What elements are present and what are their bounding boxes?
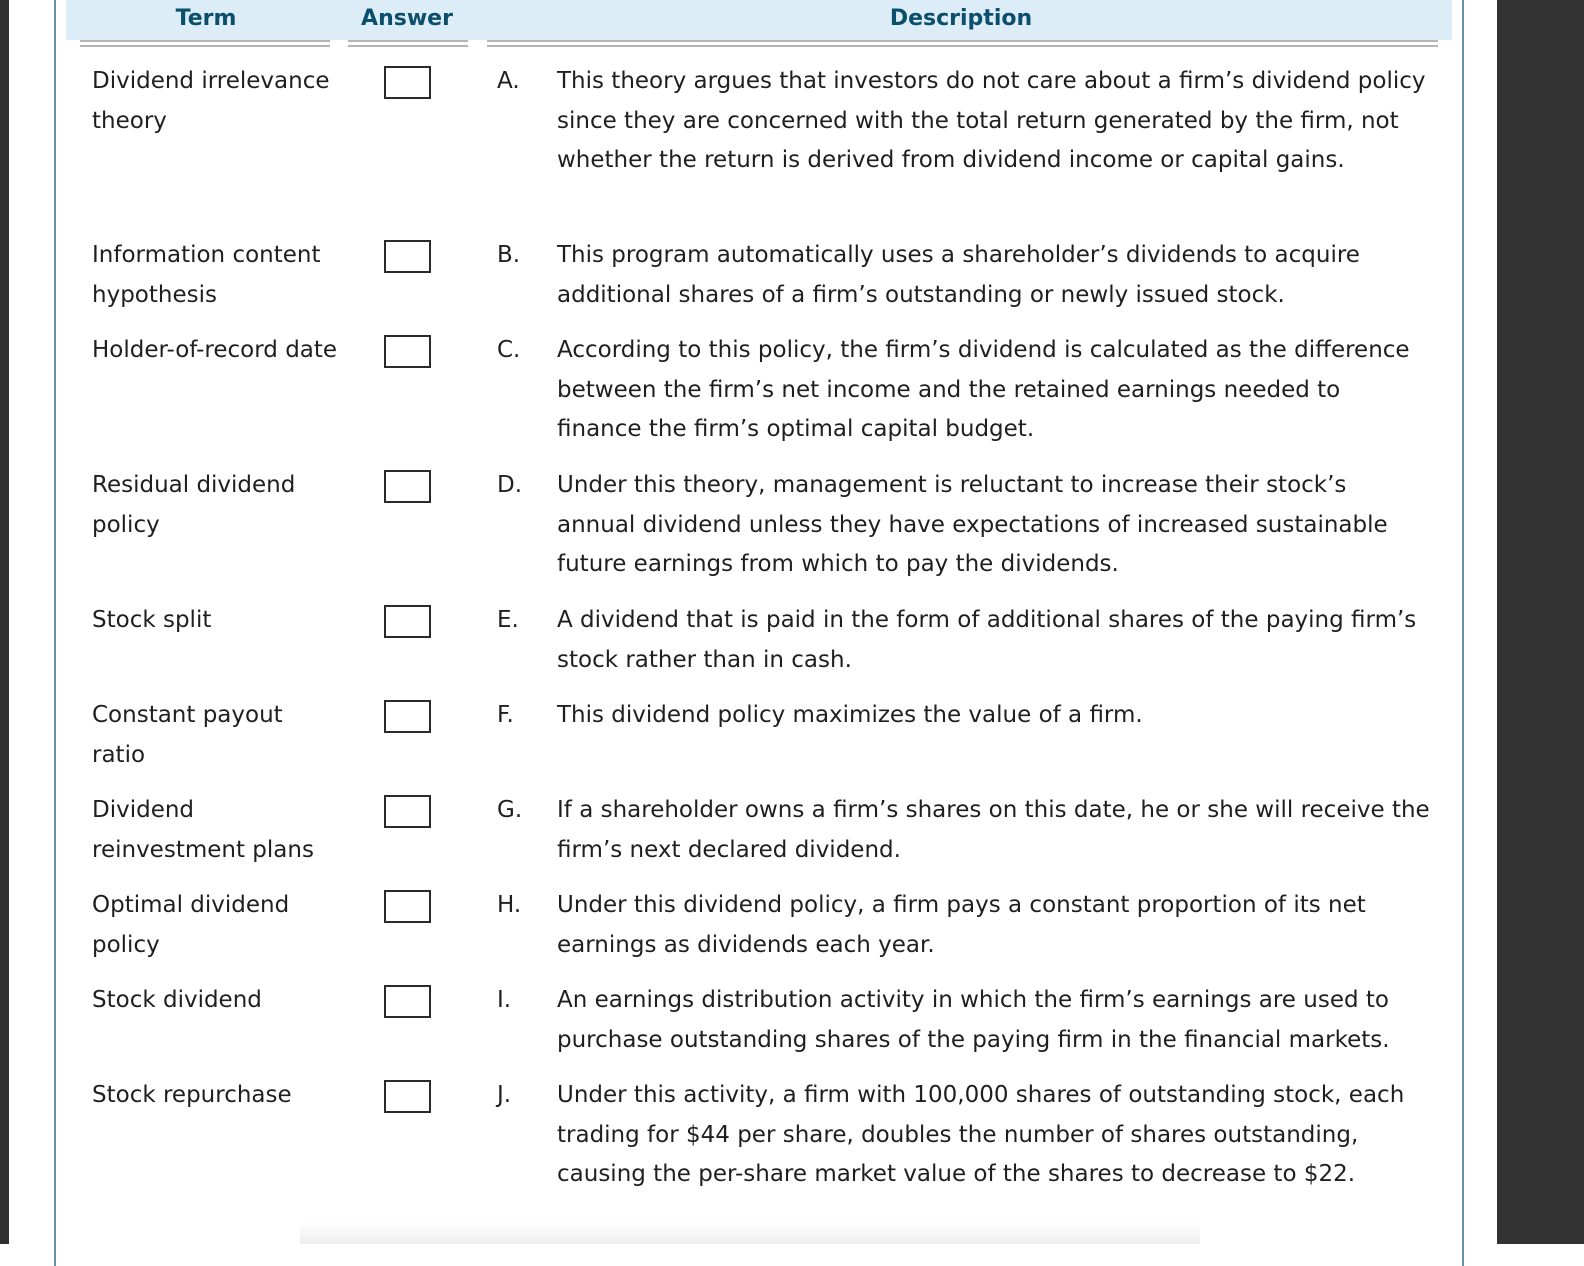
description-text: If a shareholder owns a firm’s shares on this date, he or she will receive the firm’s next declared dividend. — [557, 797, 1430, 863]
description-letter: F. — [497, 702, 514, 728]
table-row — [0, 331, 1584, 466]
answer-input-box[interactable] — [384, 890, 431, 923]
header-description: Description — [889, 6, 1033, 31]
description-text: Under this theory, management is reluctant to increase their stock’s annual dividend unless they have expectations of increased sustainable future earnings from which to pay the dividends. — [557, 472, 1388, 578]
answer-input-box[interactable] — [384, 470, 431, 503]
description-letter: I. — [497, 987, 512, 1013]
description-text: This dividend policy maximizes the value of a firm. — [557, 702, 1143, 728]
term-label: Holder-of-record date — [92, 337, 338, 363]
description-text: A dividend that is paid in the form of additional shares of the paying firm’s stock rather than in cash. — [557, 607, 1417, 673]
answer-input-box[interactable] — [384, 795, 431, 828]
description-letter: D. — [497, 472, 523, 498]
description-letter: B. — [497, 242, 521, 268]
header-answer: Answer — [361, 6, 453, 31]
term-label: Optimal dividend policy — [92, 892, 290, 958]
scroll-shadow — [300, 1222, 1200, 1244]
term-label: Constant payout ratio — [92, 702, 283, 768]
answer-input-box[interactable] — [384, 240, 431, 273]
description-text: According to this policy, the firm’s dividend is calculated as the difference between the firm’s net income and the retained earnings needed to finance the firm’s optimal capital budget. — [557, 337, 1410, 443]
table-row — [0, 696, 1584, 791]
header-divider-description — [487, 40, 1438, 47]
answer-input-box[interactable] — [384, 700, 431, 733]
term-label: Stock dividend — [92, 987, 262, 1013]
answer-input-box[interactable] — [384, 335, 431, 368]
description-letter: E. — [497, 607, 519, 633]
term-label: Information content hypothesis — [92, 242, 321, 308]
table-body — [0, 62, 1584, 1250]
table-row — [0, 62, 1584, 236]
header-divider-term — [80, 40, 330, 47]
header-term: Term — [175, 6, 237, 31]
description-letter: H. — [497, 892, 522, 918]
description-text: This program automatically uses a shareholder’s dividends to acquire additional shares of a firm’s outstanding or newly issued stock. — [557, 242, 1360, 308]
description-letter: G. — [497, 797, 523, 823]
description-text: Under this dividend policy, a firm pays a constant proportion of its net earnings as dividends each year. — [557, 892, 1366, 958]
description-letter: C. — [497, 337, 521, 363]
description-text: An earnings distribution activity in which the firm’s earnings are used to purchase outstanding shares of the paying firm in the financial markets. — [557, 987, 1390, 1053]
term-label: Stock split — [92, 607, 212, 633]
description-letter: A. — [497, 68, 520, 94]
table-row — [0, 886, 1584, 981]
table-row — [0, 236, 1584, 331]
answer-input-box[interactable] — [384, 605, 431, 638]
header-divider-answer — [348, 40, 468, 47]
table-row — [0, 466, 1584, 601]
term-label: Dividend irrelevance theory — [92, 68, 330, 134]
term-label: Dividend reinvestment plans — [92, 797, 314, 863]
term-label: Residual dividend policy — [92, 472, 296, 538]
answer-input-box[interactable] — [384, 66, 431, 99]
table-row — [0, 981, 1584, 1076]
answer-input-box[interactable] — [384, 1080, 431, 1113]
table-row — [0, 601, 1584, 696]
description-text: Under this activity, a firm with 100,000 shares of outstanding stock, each trading for $44 per share, doubles the number of shares outstanding, causing the per-share market value of the shares to decrease to $22. — [557, 1082, 1405, 1188]
answer-input-box[interactable] — [384, 985, 431, 1018]
term-label: Stock repurchase — [92, 1082, 292, 1108]
description-text: This theory argues that investors do not care about a firm’s dividend policy since they are concerned with the total return generated by the firm, not whether the return is derived from dividend income or capital gains. — [557, 68, 1426, 174]
table-row — [0, 791, 1584, 886]
description-letter: J. — [497, 1082, 512, 1108]
